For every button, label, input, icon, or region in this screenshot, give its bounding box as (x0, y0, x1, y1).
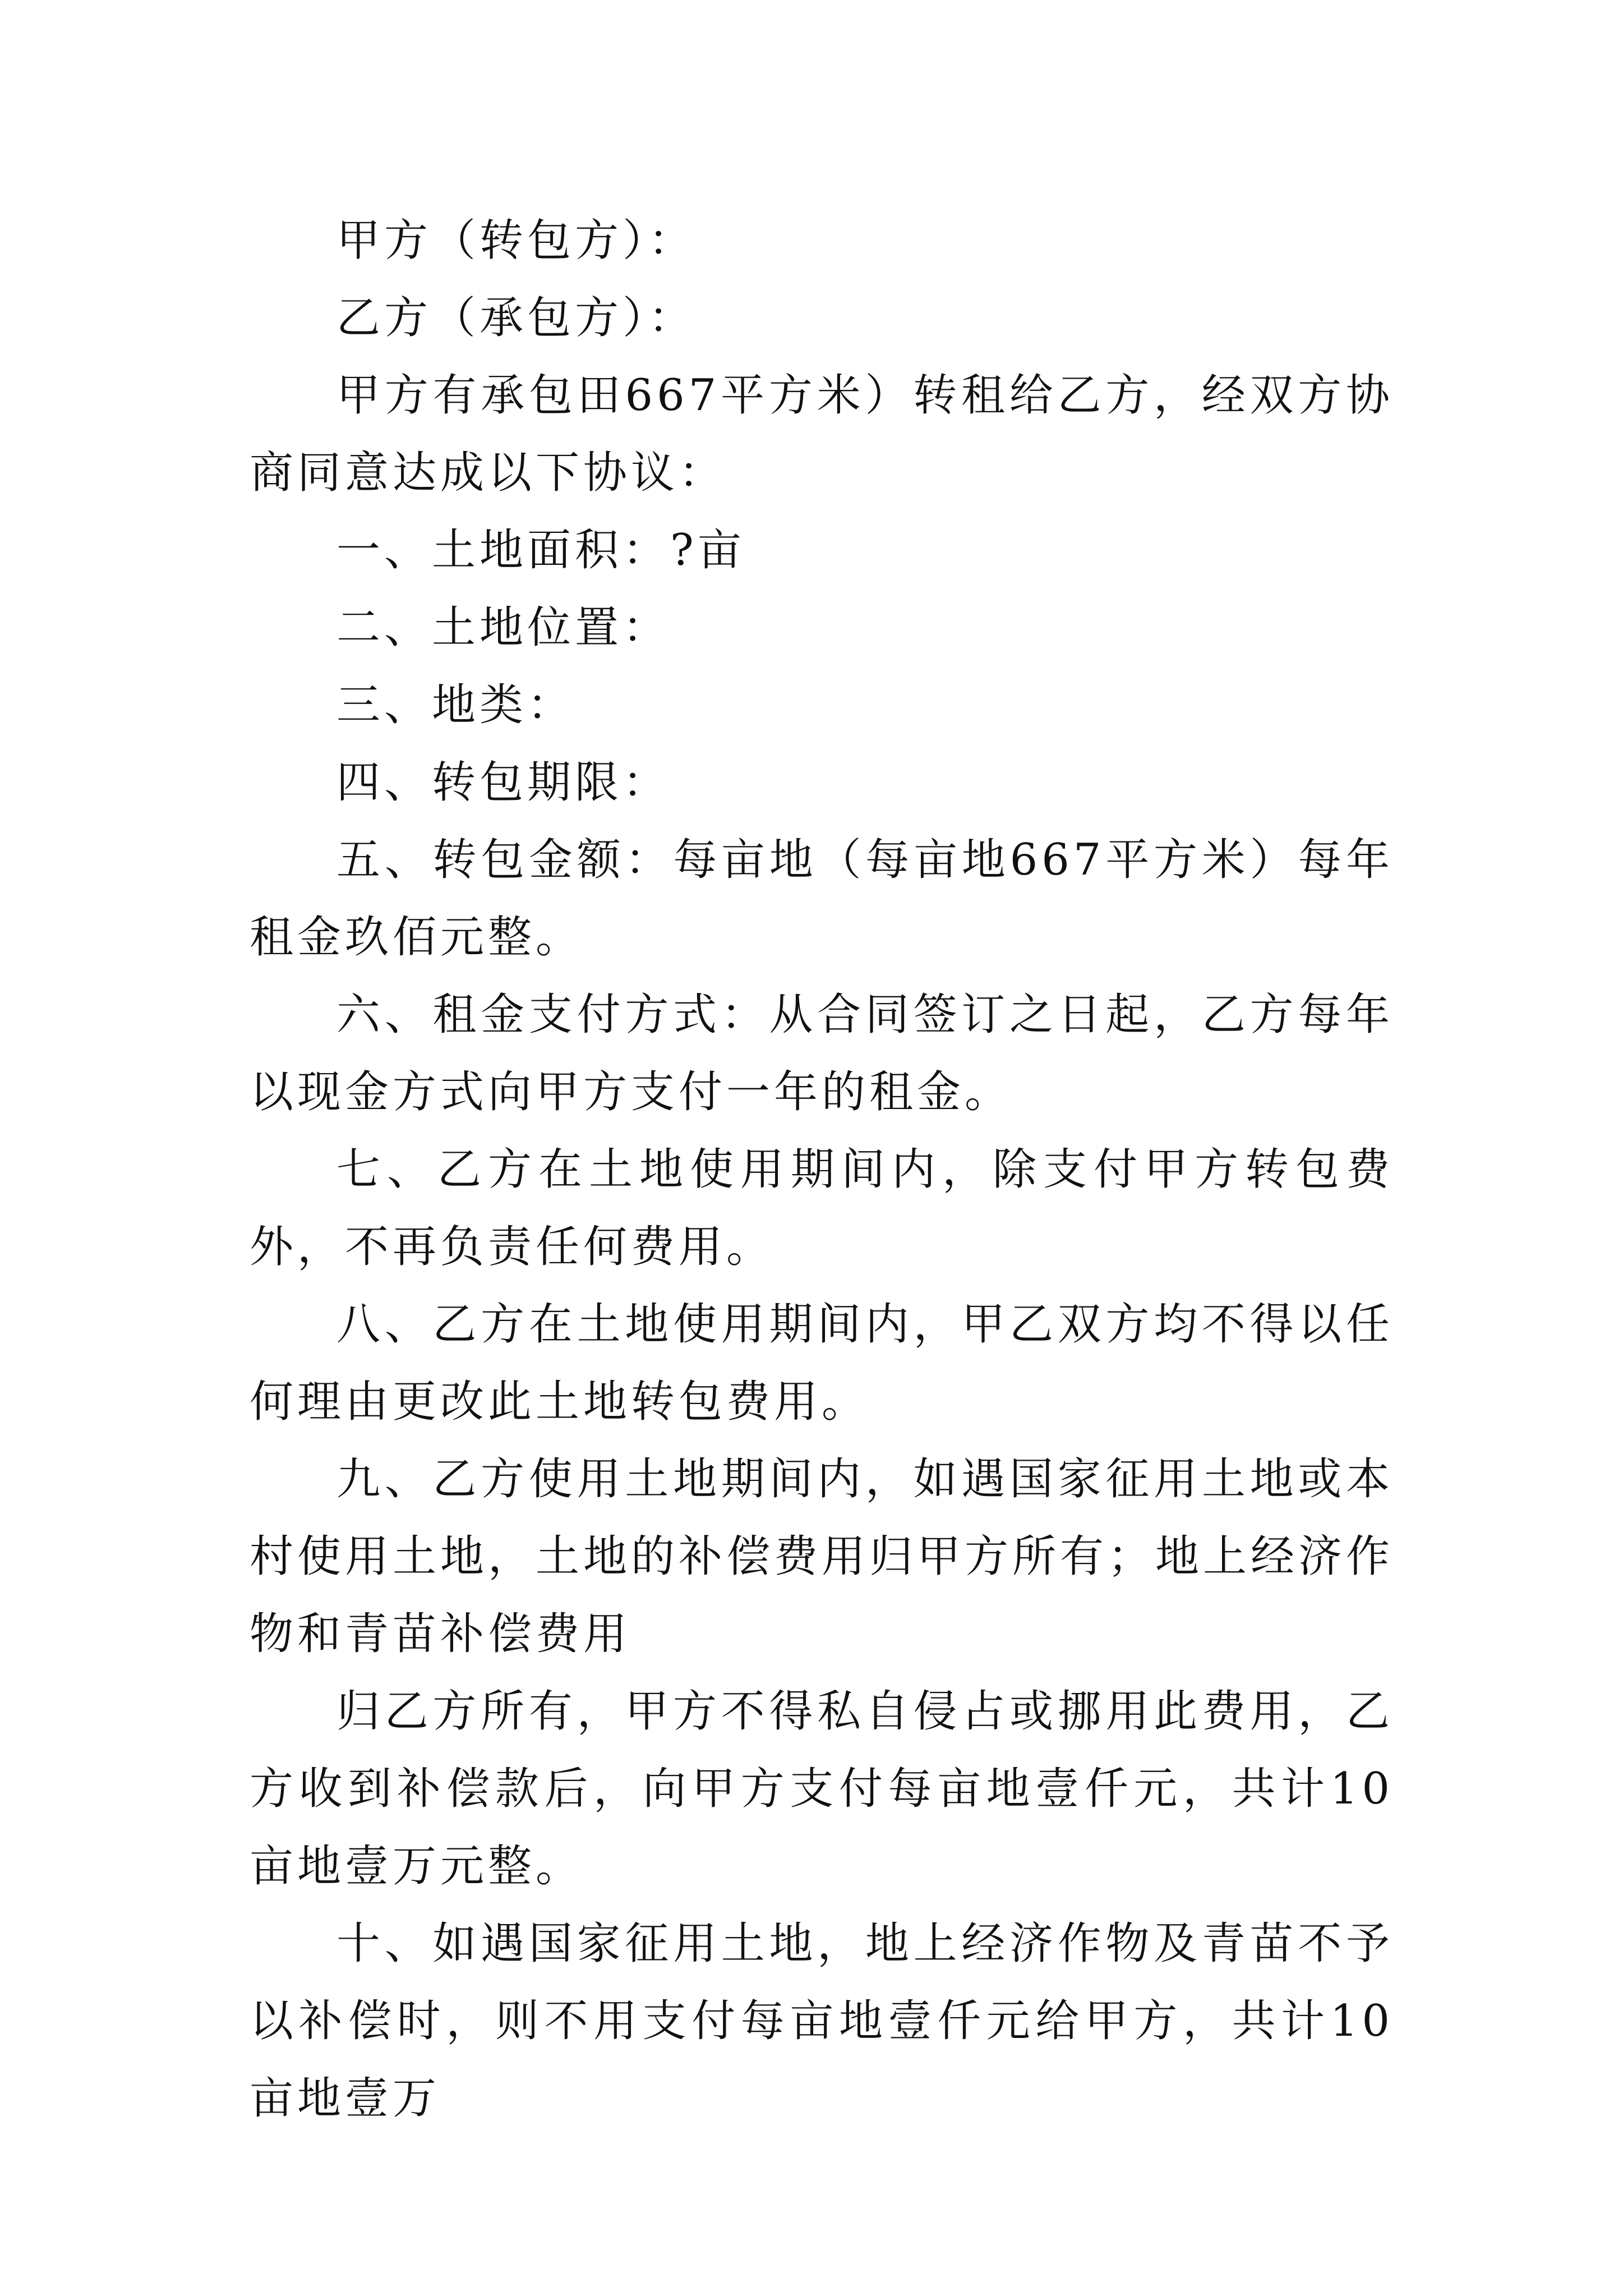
clause-5-amount: 五、转包金额：每亩地（每亩地667平方米）每年租金玖佰元整。 (250, 835, 1394, 963)
party-a-line: 甲方（转包方）： (336, 215, 697, 266)
clause-3-land-type: 三、地类： (336, 680, 575, 730)
clause-2-land-location: 二、土地位置： (336, 602, 671, 653)
clause-7-fees: 七、乙方在土地使用期间内，除支付甲方转包费外，不再负责任何费用。 (250, 1144, 1394, 1272)
clause-9-continuation: 归乙方所有，甲方不得私自侵占或挪用此费用，乙方收到补偿款后，向甲方支付每亩地壹仟元，共计10亩地壹万元整。 (250, 1686, 1394, 1892)
clause-6-payment: 六、租金支付方式：从合同签订之日起，乙方每年以现金方式向甲方支付一年的租金。 (250, 990, 1394, 1117)
party-b-line: 乙方（承包方）： (336, 293, 697, 343)
clause-9-expropriation: 九、乙方使用土地期间内，如遇国家征用土地或本村使用土地，土地的补偿费用归甲方所有；地上经济作物和青苗补偿费用 (250, 1454, 1394, 1659)
intro-paragraph: 甲方有承包田667平方米）转租给乙方，经双方协商同意达成以下协议： (250, 370, 1394, 498)
clause-8-no-change: 八、乙方在土地使用期间内，甲乙双方均不得以任何理由更改此土地转包费用。 (250, 1299, 1394, 1427)
clause-1-land-area: 一、土地面积：?亩 (336, 525, 745, 576)
clause-10-no-compensation: 十、如遇国家征用土地，地上经济作物及青苗不予以补偿时，则不用支付每亩地壹仟元给甲方，共计10亩地壹万 (250, 1918, 1394, 2124)
clause-4-term: 四、转包期限： (336, 757, 671, 808)
document-page (250, 202, 1394, 2137)
